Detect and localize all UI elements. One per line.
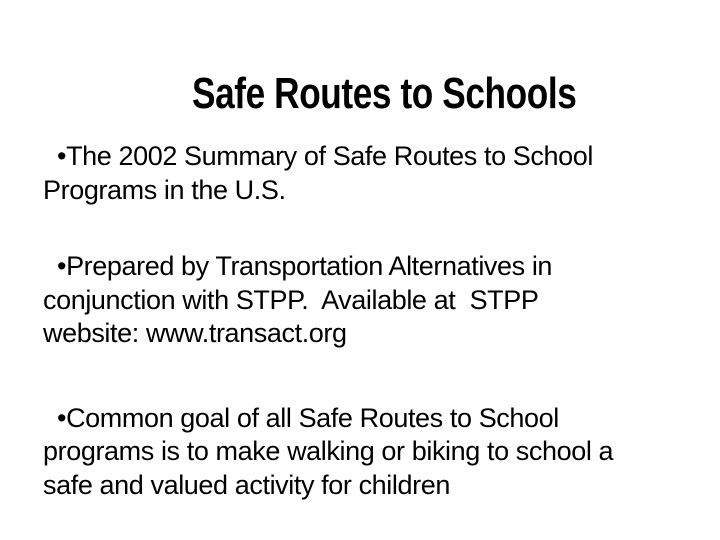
bullet-text: Prepared by Transportation Alternatives in (66, 251, 553, 281)
bullet-marker: • (57, 251, 67, 281)
bullet-text: The 2002 Summary of Safe Routes to School (66, 141, 593, 171)
bullet-text: website: www.transact.org (43, 318, 347, 348)
bullet-paragraph (43, 250, 704, 351)
bullet-text: safe and valued activity for children (43, 469, 450, 500)
bullet-marker: • (57, 141, 67, 171)
bullet-text: Common goal of all Safe Routes to School (66, 402, 559, 433)
bullet-line (43, 469, 704, 503)
bullet-text: programs is to make walking or biking to school a (43, 436, 614, 466)
bullet-line (43, 317, 704, 351)
bullet-line (43, 250, 704, 284)
slide-body (43, 140, 704, 502)
bullet-paragraph (43, 140, 704, 207)
bullet-text: conjunction with STPP. Available at STPP (43, 284, 539, 315)
bullet-line (43, 140, 704, 174)
bullet-paragraph (43, 402, 704, 503)
bullet-line (43, 284, 704, 318)
slide-title-text: Safe Routes to Schools (192, 69, 577, 118)
bullet-line (43, 402, 704, 436)
bullet-line (43, 174, 704, 208)
bullet-text: Programs in the U.S. (43, 174, 286, 205)
bullet-marker: • (57, 402, 67, 433)
bullet-line (43, 435, 704, 469)
